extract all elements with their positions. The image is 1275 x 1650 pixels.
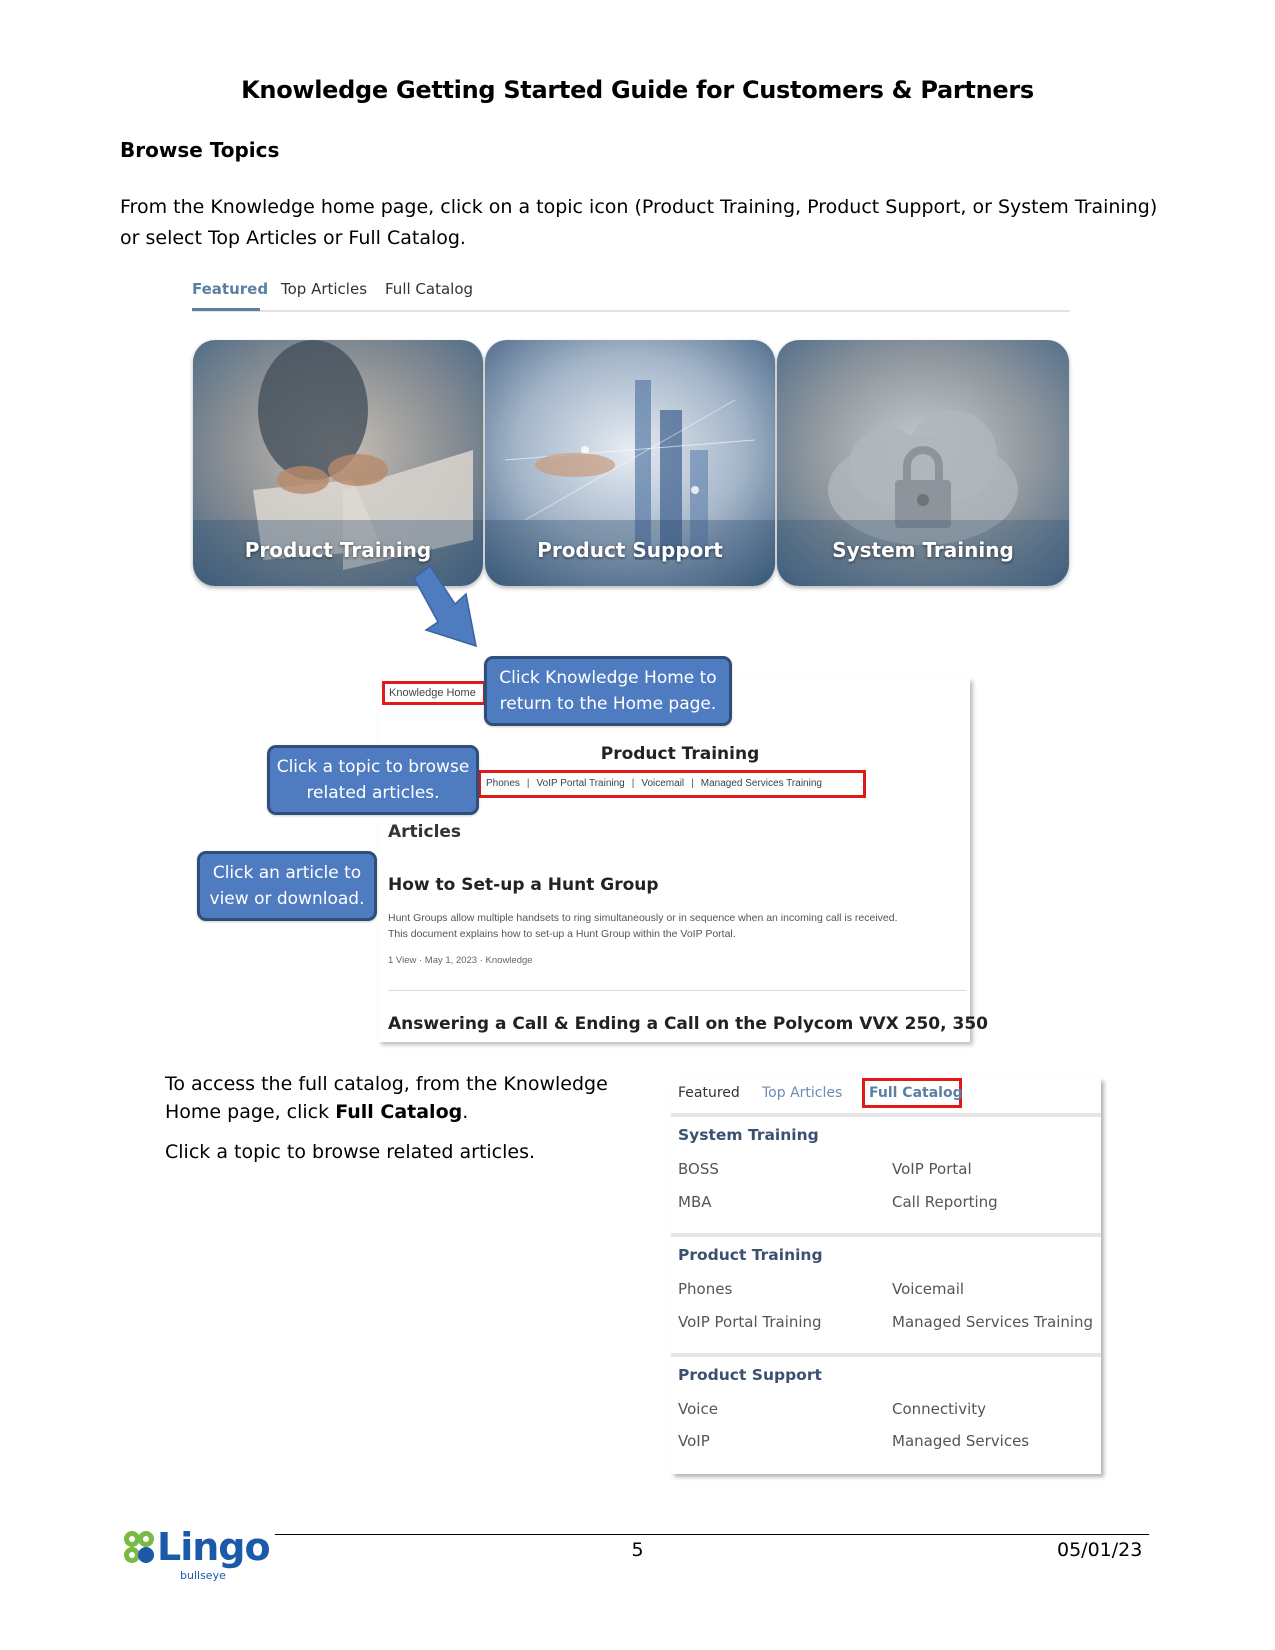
catalog-link-managed-services[interactable]: Managed Services	[892, 1432, 1030, 1450]
topic-link-phones[interactable]: Phones	[486, 778, 520, 789]
catalog-link-managed-services-training[interactable]: Managed Services Training	[892, 1313, 1094, 1331]
separator: |	[526, 778, 530, 789]
tab-featured[interactable]: Featured	[192, 280, 269, 298]
topic-link-voip-portal-training[interactable]: VoIP Portal Training	[536, 778, 625, 789]
callout-article	[197, 851, 377, 921]
catalog-tab-featured[interactable]: Featured	[678, 1085, 740, 1101]
meta-dot: ·	[479, 955, 486, 966]
product-training-page	[378, 678, 970, 1042]
meta-dot: ·	[418, 955, 425, 966]
catalog-group-system-training[interactable]: System Training	[678, 1126, 819, 1144]
catalog-tab-top-articles[interactable]: Top Articles	[762, 1085, 843, 1101]
callout-knowledge-home	[484, 656, 732, 726]
topic-link-voicemail[interactable]: Voicemail	[641, 778, 685, 789]
tile-label: Product Support	[537, 538, 723, 562]
separator: |	[691, 778, 694, 789]
tab-full-catalog[interactable]: Full Catalog	[385, 280, 474, 298]
tab-top-articles[interactable]: Top Articles	[281, 280, 368, 298]
callout-line: view or download.	[209, 889, 365, 909]
callout-line: return to the Home page.	[499, 694, 717, 714]
topic-links	[478, 770, 866, 798]
catalog-group-product-support[interactable]: Product Support	[678, 1366, 822, 1384]
article-description-line: Hunt Groups allow multiple handsets to ring simultaneously or in sequence when an incoming call is received.	[388, 912, 898, 924]
logo-wordmark: Lingo	[157, 1525, 270, 1569]
page-heading: Product Training	[600, 744, 760, 764]
tile-label: Product Training	[244, 538, 432, 562]
catalog-link-voip-portal[interactable]: VoIP Portal	[892, 1160, 972, 1178]
catalog-instruction-line: Click a topic to browse related articles.	[165, 1141, 536, 1163]
article-divider	[388, 990, 966, 991]
document-title: Knowledge Getting Started Guide for Customers & Partners	[241, 76, 1034, 104]
article-views: 1 View	[388, 955, 417, 966]
catalog-link-call-reporting[interactable]: Call Reporting	[892, 1193, 998, 1211]
breadcrumb-knowledge-home[interactable]: Knowledge Home	[382, 681, 486, 705]
text-run: .	[462, 1101, 469, 1123]
down-arrow-icon	[410, 560, 480, 652]
article-category: Knowledge	[485, 955, 533, 966]
catalog-link-voip-portal-training[interactable]: VoIP Portal Training	[678, 1313, 822, 1331]
tile-product-training[interactable]	[193, 340, 483, 586]
catalog-link-boss[interactable]: BOSS	[678, 1160, 719, 1178]
catalog-instruction-line	[165, 1098, 468, 1126]
catalog-link-connectivity[interactable]: Connectivity	[892, 1400, 986, 1418]
catalog-divider	[671, 1353, 1101, 1357]
catalog-link-voicemail[interactable]: Voicemail	[892, 1280, 965, 1298]
home-tab-bar	[192, 268, 1070, 312]
catalog-instruction-line: To access the full catalog, from the Knowledge	[165, 1073, 608, 1095]
article-link-hunt-group[interactable]: How to Set-up a Hunt Group	[388, 875, 659, 895]
page-number: 5	[631, 1539, 644, 1561]
intro-paragraph	[120, 192, 1160, 254]
catalog-group-product-training[interactable]: Product Training	[678, 1246, 823, 1264]
catalog-tab-full-catalog[interactable]: Full Catalog	[869, 1085, 963, 1101]
intro-line: From the Knowledge home page, click on a topic icon (Product Training, Product Support, or System Training)	[120, 196, 1158, 218]
section-heading: Browse Topics	[120, 138, 280, 162]
article-link-polycom[interactable]: Answering a Call & Ending a Call on the Polycom VVX 250, 350	[388, 1014, 988, 1034]
callout-line: Click an article to	[212, 863, 362, 883]
callout-line: Click a topic to browse	[276, 757, 470, 777]
active-tab-indicator	[192, 308, 260, 311]
catalog-divider	[671, 1233, 1101, 1237]
tile-product-support[interactable]	[485, 340, 775, 586]
separator: |	[631, 778, 635, 789]
topic-link-managed-services-training[interactable]: Managed Services Training	[700, 778, 822, 789]
callout-line: related articles.	[306, 783, 440, 803]
text-run: Home page, click	[165, 1101, 336, 1123]
callout-line: Click Knowledge Home to	[499, 668, 717, 688]
footer-date: 05/01/23	[1057, 1539, 1143, 1561]
footer-rule	[275, 1534, 1149, 1535]
full-catalog-emphasis: Full Catalog	[335, 1101, 463, 1123]
article-date: May 1, 2023	[424, 955, 478, 966]
article-description	[388, 910, 968, 942]
article-description-line: This document explains how to set-up a Hunt Group within the VoIP Portal.	[388, 928, 736, 940]
catalog-link-phones[interactable]: Phones	[678, 1280, 733, 1298]
callout-topic	[267, 745, 479, 815]
tile-label: System Training	[832, 538, 1014, 562]
catalog-link-voice[interactable]: Voice	[678, 1400, 718, 1418]
articles-heading: Articles	[388, 822, 462, 842]
catalog-link-voip[interactable]: VoIP	[678, 1432, 710, 1450]
logo-subtext: bullseye	[180, 1569, 226, 1582]
catalog-divider	[671, 1113, 1101, 1117]
article-meta	[388, 955, 533, 966]
catalog-link-mba[interactable]: MBA	[678, 1193, 712, 1211]
tile-system-training[interactable]	[777, 340, 1069, 586]
intro-line: or select Top Articles or Full Catalog.	[120, 227, 466, 249]
